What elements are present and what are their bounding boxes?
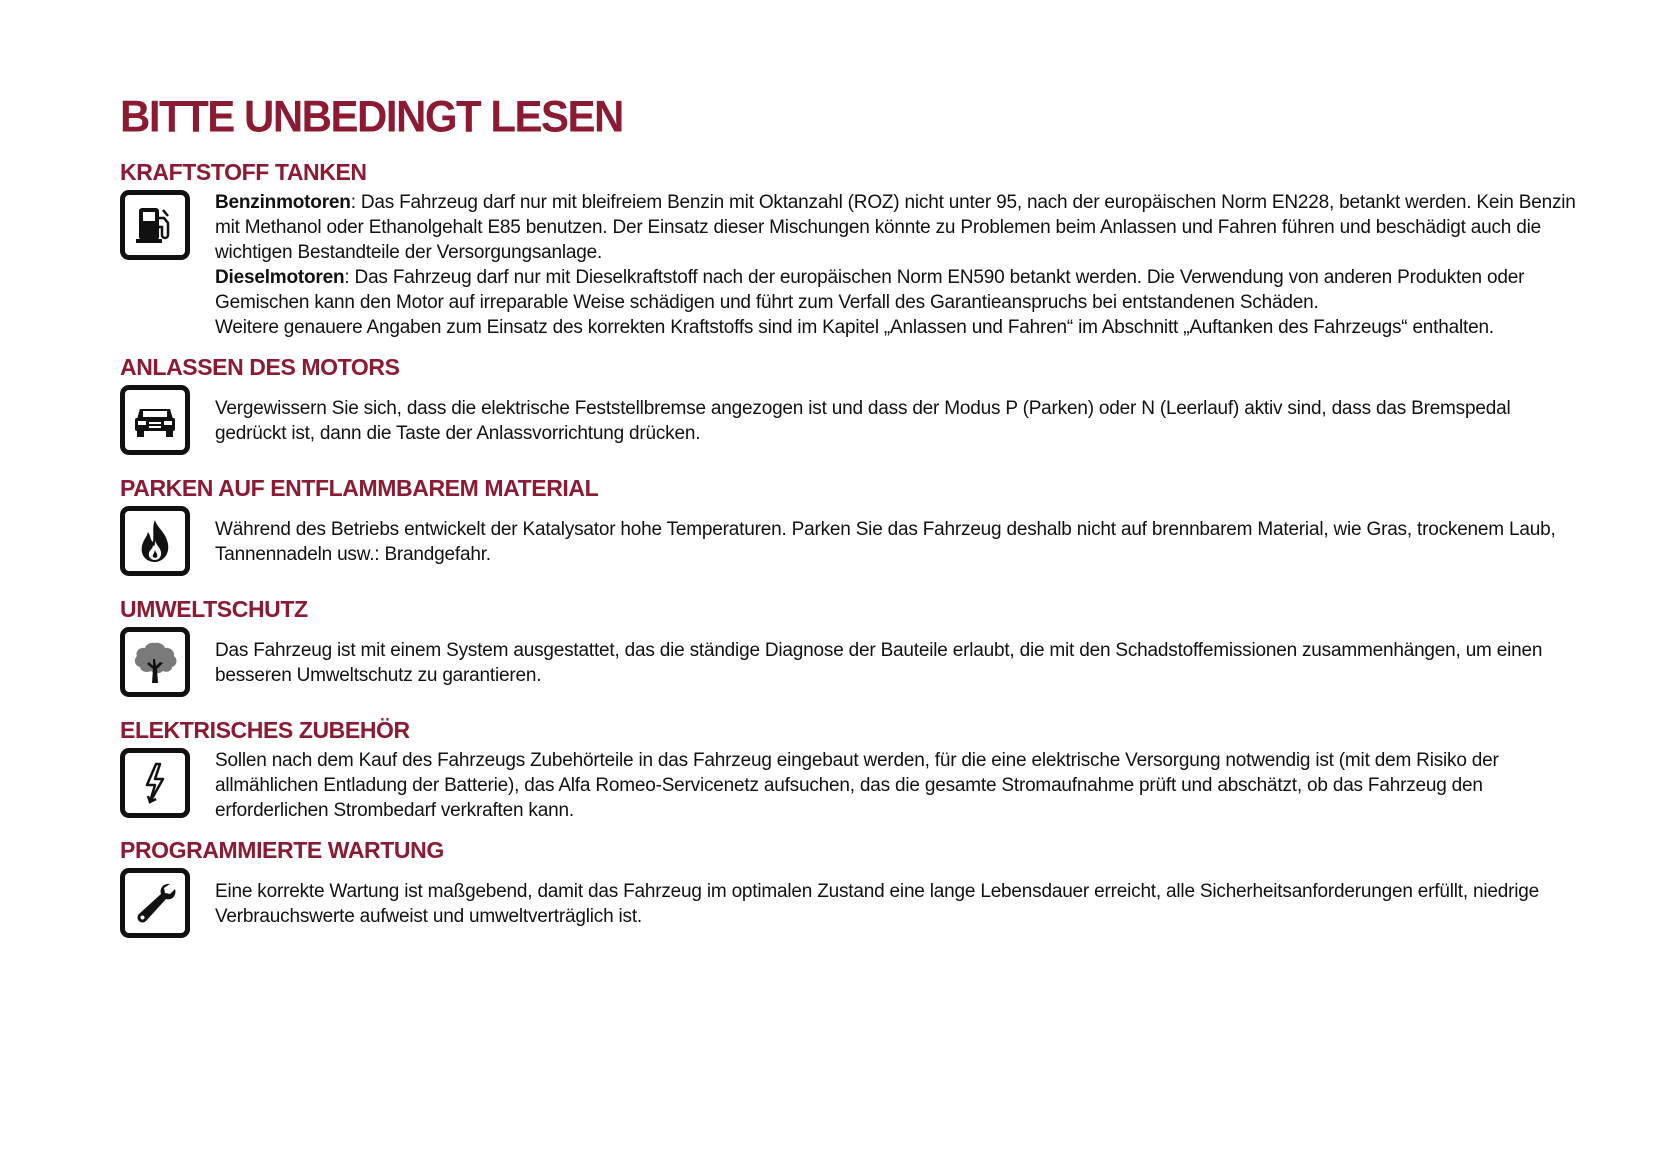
paragraph: Das Fahrzeug ist mit einem System ausgestattet, das die ständige Diagnose der Bauteile erlaubt, die mit den Schadstoffemissionen zusammenhängen, um einen besseren Umweltschutz zu garantieren.: [215, 640, 1543, 686]
paragraph: Während des Betriebs entwickelt der Katalysator hohe Temperaturen. Parken Sie das Fahrzeug deshalb nicht auf brennbarem Material, wie Gras, trockenem Laub, Tannennadeln usw.: Brandgefahr.: [215, 519, 1556, 565]
section-text: [215, 748, 1580, 823]
section-text: [215, 868, 1580, 929]
paragraph-benzin: [215, 190, 1580, 265]
section-body: [120, 868, 1580, 938]
paragraph-text: : Das Fahrzeug darf nur mit bleifreiem Benzin mit Oktanzahl (ROZ) nicht unter 95, nach der europäischen Norm EN228, betankt werden. Kein Benzin mit Methanol oder Ethanolgehalt E85 benutzen. Der Einsatz dieser Mischungen könnte zu Problemen beim Anlassen und Fahren führen und beschädigt auch die wichtigen Bestandteile der Versorgungsanlage.: [215, 192, 1576, 263]
section-body: [120, 748, 1580, 823]
section-body: [120, 627, 1580, 697]
paragraph-diesel: [215, 265, 1580, 315]
section-elektrisches-zubehoer: [120, 716, 1580, 836]
section-body: [120, 385, 1580, 455]
bold-label: Dieselmotoren: [215, 267, 345, 288]
section-text: [215, 627, 1580, 688]
wrench-icon: [120, 868, 190, 938]
section-body: [120, 506, 1580, 576]
lightning-icon: [120, 748, 190, 818]
section-heading: ELEKTRISCHES ZUBEHÖR: [120, 717, 410, 743]
paragraph-text: Weitere genauere Angaben zum Einsatz des korrekten Kraftstoffs sind im Kapitel „Anlassen und Fahren“ im Abschnitt „Auftanken des Fahrzeugs“ enthalten.: [215, 317, 1494, 338]
section-text: [215, 385, 1580, 446]
section-parken-entflammbar: [120, 474, 1580, 595]
page: [120, 92, 1580, 946]
paragraph: Eine korrekte Wartung ist maßgebend, damit das Fahrzeug im optimalen Zustand eine lange Lebensdauer erreicht, alle Sicherheitsanforderungen erfüllt, niedrige Verbrauchswerte aufweist und umweltverträglich ist.: [215, 881, 1539, 927]
page-title: BITTE UNBEDINGT LESEN: [120, 91, 623, 142]
section-text: [215, 190, 1580, 340]
section-umweltschutz: [120, 595, 1580, 716]
section-heading: PROGRAMMIERTE WARTUNG: [120, 837, 444, 863]
section-body: [120, 190, 1580, 340]
paragraph-further-info: [215, 315, 1580, 340]
section-heading: ANLASSEN DES MOTORS: [120, 354, 400, 380]
flame-icon: [120, 506, 190, 576]
section-text: [215, 506, 1580, 567]
car-front-icon: [120, 385, 190, 455]
section-heading: PARKEN AUF ENTFLAMMBAREM MATERIAL: [120, 475, 599, 501]
tree-icon: [120, 627, 190, 697]
paragraph: Vergewissern Sie sich, dass die elektrische Feststellbremse angezogen ist und dass der Modus P (Parken) oder N (Leerlauf) aktiv sind, dass das Bremspedal gedrückt ist, dann die Taste der Anlassvorrichtung drücken.: [215, 398, 1511, 444]
fuel-pump-icon: [120, 190, 190, 260]
paragraph-text: : Das Fahrzeug darf nur mit Dieselkraftstoff nach der europäischen Norm EN590 betankt werden. Die Verwendung von anderen Produkten oder Gemischen kann den Motor auf irreparable Weise schädigen und führt zum Verfall des Garantieanspruchs bei entstandenen Schäden.: [215, 267, 1525, 313]
section-heading: KRAFTSTOFF TANKEN: [120, 159, 367, 185]
section-heading: UMWELTSCHUTZ: [120, 596, 308, 622]
bold-label: Benzinmotoren: [215, 192, 351, 213]
section-kraftstoff-tanken: [120, 158, 1580, 353]
section-programmierte-wartung: [120, 836, 1580, 946]
paragraph: Sollen nach dem Kauf des Fahrzeugs Zubehörteile in das Fahrzeug eingebaut werden, für die eine elektrische Versorgung notwendig ist (mit dem Risiko der allmählichen Entladung der Batterie), das Alfa Romeo-Servicenetz aufsuchen, das die gesamte Stromaufnahme prüft und abschätzt, ob das Fahrzeug den erforderlichen Strombedarf verkraften kann.: [215, 750, 1499, 821]
section-anlassen-des-motors: [120, 353, 1580, 474]
